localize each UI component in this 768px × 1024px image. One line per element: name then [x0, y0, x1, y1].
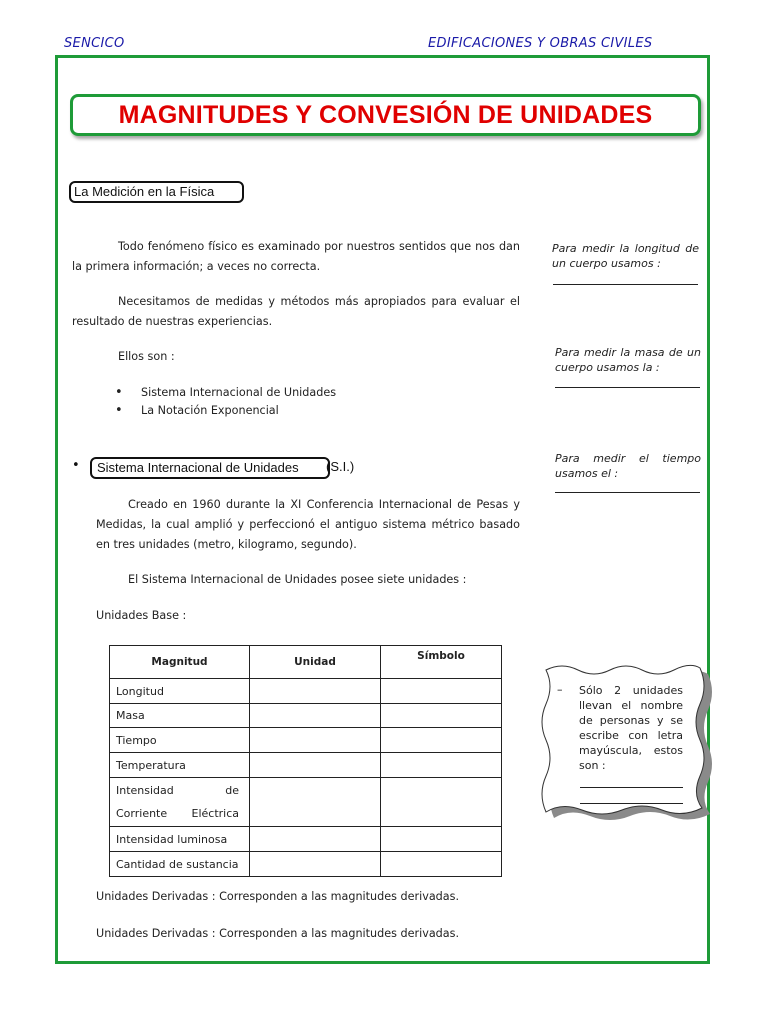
paragraph-creado: Creado en 1960 durante la XI Conferencia Internacional de Pesas y Medidas, la cual amplió y perfeccionó el antiguo sistema métrico basado en tres unidades (metro, kilogramo, segundo).	[96, 498, 520, 551]
section-heading-si-suffix: (S.I.)	[326, 459, 355, 474]
paragraph-unidades-base: Unidades Base :	[96, 609, 187, 622]
table-cell-simbolo[interactable]	[381, 852, 502, 877]
page-title: MAGNITUDES Y CONVESIÓN DE UNIDADES	[118, 100, 653, 129]
column-header-unidad: Unidad	[250, 646, 381, 679]
sidebar-question-masa: Para medir la masa de un cuerpo usamos la :	[555, 346, 701, 374]
table-row	[110, 827, 502, 852]
section-heading-medicion-label: La Medición en la Física	[74, 184, 215, 199]
sidebar-question-longitud: Para medir la longitud de un cuerpo usamos :	[552, 242, 699, 270]
list-item: • La Notación Exponencial	[115, 403, 279, 418]
table-cell-magnitud: Cantidad de sustancia	[110, 852, 250, 877]
header-right: EDIFICACIONES Y OBRAS CIVILES	[428, 36, 653, 51]
paragraph-ellos-son: Ellos son :	[118, 350, 175, 363]
scroll-note-dash: –	[557, 683, 563, 696]
paragraph-necesitamos: Necesitamos de medidas y métodos más apropiados para evaluar el resultado de nuestras experiencias.	[72, 295, 520, 328]
column-header-simbolo: Símbolo	[381, 646, 502, 679]
table-cell-unidad[interactable]	[250, 852, 381, 877]
table-cell-unidad[interactable]	[250, 753, 381, 778]
table-cell-simbolo[interactable]	[381, 704, 502, 728]
table-cell-simbolo[interactable]	[381, 728, 502, 753]
table-row	[110, 728, 502, 753]
table-cell-unidad[interactable]	[250, 827, 381, 852]
section-heading-medicion	[69, 181, 244, 203]
table-header-row	[110, 646, 502, 679]
table-cell-magnitud: Temperatura	[110, 753, 250, 778]
table-cell-simbolo[interactable]	[381, 827, 502, 852]
title-box	[70, 94, 701, 136]
footer-line-2: Unidades Derivadas : Corresponden a las magnitudes derivadas.	[96, 927, 460, 940]
table-row	[110, 679, 502, 704]
table-cell-unidad[interactable]	[250, 679, 381, 704]
table-cell-unidad[interactable]	[250, 728, 381, 753]
table-cell-magnitud: Tiempo	[110, 728, 250, 753]
scroll-answer-line-1[interactable]	[580, 787, 683, 788]
scroll-answer-line-2[interactable]	[580, 803, 683, 804]
table-row	[110, 778, 502, 827]
scroll-note-text: Sólo 2 unidades llevan el nombre de personas y se escribe con letra mayúscula, estos son :	[579, 684, 683, 772]
table-cell-simbolo[interactable]	[381, 679, 502, 704]
list-item: • Sistema Internacional de Unidades	[115, 385, 337, 400]
section-heading-si	[90, 457, 330, 479]
table-cell-magnitud: Longitud	[110, 679, 250, 704]
table-cell-unidad[interactable]	[250, 704, 381, 728]
table-cell-magnitud: Intensidad luminosa	[110, 827, 250, 852]
table-row	[110, 704, 502, 728]
paragraph-intro: Todo fenómeno físico es examinado por nuestros sentidos que nos dan la primera información; a veces no correcta.	[72, 240, 520, 273]
table-cell-simbolo[interactable]	[381, 778, 502, 827]
table-cell-unidad[interactable]	[250, 778, 381, 827]
table-cell-magnitud: Masa	[110, 704, 250, 728]
table-cell-magnitud: Intensidad de Corriente Eléctrica	[110, 778, 250, 827]
answer-line-masa[interactable]	[555, 387, 700, 388]
bullet-list	[115, 383, 415, 421]
table-row	[110, 753, 502, 778]
paragraph-siete-unidades: El Sistema Internacional de Unidades posee siete unidades :	[128, 573, 467, 586]
section-heading-si-label: Sistema Internacional de Unidades	[97, 460, 299, 475]
header-left: SENCICO	[64, 36, 125, 51]
column-header-magnitud: Magnitud	[110, 646, 250, 679]
answer-line-tiempo[interactable]	[555, 492, 700, 493]
table-row	[110, 852, 502, 877]
section2-bullet: •	[72, 458, 80, 473]
table-cell-simbolo[interactable]	[381, 753, 502, 778]
units-table	[109, 645, 502, 877]
sidebar-question-tiempo: Para medir el tiempo usamos el :	[555, 452, 701, 480]
footer-line-1: Unidades Derivadas : Corresponden a las magnitudes derivadas.	[96, 890, 460, 903]
answer-line-longitud[interactable]	[553, 284, 698, 285]
